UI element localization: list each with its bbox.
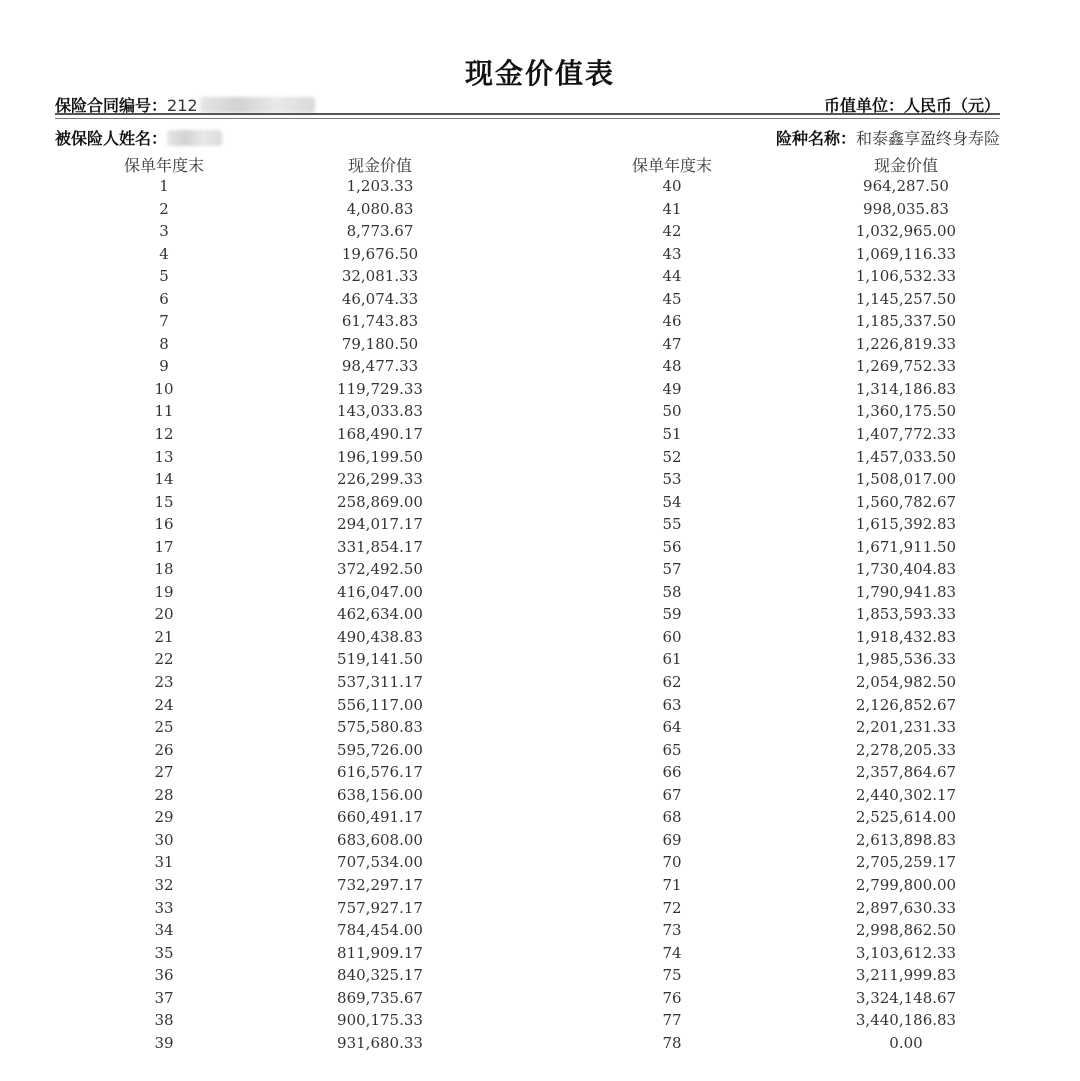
policy-year-cell: 24 bbox=[154, 695, 174, 714]
policy-year-cell: 40 bbox=[662, 177, 682, 195]
cash-value-cell: 331,854.17 bbox=[337, 537, 423, 556]
policy-year-cell: 71 bbox=[662, 875, 682, 894]
cash-value-cell: 3,324,148.67 bbox=[855, 988, 957, 1007]
policy-year-cell: 62 bbox=[662, 673, 682, 692]
policy-year-cell: 9 bbox=[159, 357, 169, 376]
policy-year-cell: 75 bbox=[662, 966, 682, 985]
policy-year-cell: 49 bbox=[662, 379, 682, 398]
policy-year-cell: 17 bbox=[154, 537, 174, 556]
policy-year-cell: 67 bbox=[662, 785, 682, 804]
cash-value-cell: 462,634.00 bbox=[337, 605, 423, 624]
redacted-blur bbox=[167, 130, 222, 146]
policy-year-cell: 5 bbox=[159, 267, 169, 286]
cash-value-cell: 660,491.17 bbox=[337, 808, 423, 827]
cash-value-cell: 2,897,630.33 bbox=[855, 898, 957, 917]
cash-value-cell: 32,081.33 bbox=[341, 267, 419, 286]
policy-year-cell: 2 bbox=[159, 199, 169, 218]
policy-year-cell: 57 bbox=[662, 560, 682, 579]
policy-year-cell: 21 bbox=[154, 627, 174, 646]
policy-year-cell: 64 bbox=[662, 718, 682, 737]
policy-year-cell: 29 bbox=[154, 808, 174, 827]
redacted-blur bbox=[200, 97, 315, 113]
policy-year-cell: 58 bbox=[662, 582, 682, 601]
policy-year-cell: 53 bbox=[662, 470, 682, 489]
cash-value-cell: 2,278,205.33 bbox=[855, 740, 957, 759]
cash-value-cell: 964,287.50 bbox=[863, 177, 949, 195]
cash-value-cell: 537,311.17 bbox=[337, 673, 423, 692]
cash-value-cell: 2,613,898.83 bbox=[855, 830, 957, 849]
policy-year-cell: 4 bbox=[159, 244, 169, 263]
policy-year-cell: 35 bbox=[154, 943, 174, 962]
product-name-label: 险种名称： bbox=[775, 129, 856, 148]
cash-value-cell: 2,054,982.50 bbox=[855, 673, 957, 692]
policy-year-cell: 48 bbox=[662, 357, 682, 376]
policy-year-cell: 59 bbox=[662, 605, 682, 624]
cash-value-cell: 1,730,404.83 bbox=[855, 560, 957, 579]
cash-value-cell: 784,454.00 bbox=[337, 921, 423, 940]
cash-value-cell: 707,534.00 bbox=[337, 853, 423, 872]
cash-value-cell: 900,175.33 bbox=[337, 1011, 423, 1030]
policy-year-cell: 56 bbox=[662, 537, 682, 556]
policy-year-cell: 23 bbox=[154, 673, 174, 692]
cash-value-cell: 1,032,965.00 bbox=[855, 222, 957, 241]
policy-year-cell: 51 bbox=[662, 425, 682, 444]
cash-value-cell: 732,297.17 bbox=[337, 875, 423, 894]
cash-value-cell: 757,927.17 bbox=[337, 898, 423, 917]
policy-year-cell: 16 bbox=[154, 515, 174, 534]
contract-row bbox=[55, 93, 1000, 119]
cash-value-cell: 98,477.33 bbox=[341, 357, 419, 376]
cash-value-cell: 1,145,257.50 bbox=[855, 289, 957, 308]
policy-year-cell: 45 bbox=[662, 289, 682, 308]
policy-year-cell: 15 bbox=[154, 492, 174, 511]
cash-value-cell: 1,106,532.33 bbox=[855, 267, 957, 286]
cash-value-cell: 1,457,033.50 bbox=[855, 447, 957, 466]
value-column-left bbox=[305, 175, 455, 1054]
cash-value-cell: 1,985,536.33 bbox=[855, 650, 957, 669]
policy-year-cell: 73 bbox=[662, 921, 682, 940]
cash-value-cell: 2,201,231.33 bbox=[855, 718, 957, 737]
policy-year-cell: 61 bbox=[662, 650, 682, 669]
header-year-left: 保单年度末 bbox=[123, 156, 204, 175]
policy-year-cell: 3 bbox=[159, 222, 169, 241]
policy-year-cell: 43 bbox=[662, 244, 682, 263]
policy-year-cell: 50 bbox=[662, 402, 682, 421]
cash-value-cell: 869,735.67 bbox=[337, 988, 423, 1007]
contract-number-value: 212 bbox=[167, 96, 198, 115]
cash-value-cell: 4,080.83 bbox=[346, 199, 414, 218]
insured-name-label: 被保险人姓名： bbox=[55, 129, 168, 148]
cash-value-cell: 8,773.67 bbox=[346, 222, 414, 241]
currency-unit: 币值单位：人民币（元） bbox=[823, 96, 1000, 115]
cash-value-cell: 168,490.17 bbox=[337, 425, 423, 444]
cash-value-cell: 616,576.17 bbox=[337, 763, 423, 782]
cash-value-cell: 490,438.83 bbox=[337, 627, 423, 646]
cash-value-cell: 19,676.50 bbox=[341, 244, 419, 263]
policy-year-cell: 54 bbox=[662, 492, 682, 511]
policy-year-cell: 72 bbox=[662, 898, 682, 917]
cash-value-cell: 1,360,175.50 bbox=[855, 402, 957, 421]
policy-year-cell: 6 bbox=[159, 289, 169, 308]
policy-year-cell: 70 bbox=[662, 853, 682, 872]
divider-thin bbox=[55, 118, 1000, 119]
policy-year-cell: 44 bbox=[662, 267, 682, 286]
cash-value-cell: 1,615,392.83 bbox=[855, 515, 957, 534]
policy-year-cell: 38 bbox=[154, 1011, 174, 1030]
divider-thick bbox=[55, 113, 1000, 115]
cash-value-cell: 2,357,864.67 bbox=[855, 763, 957, 782]
cash-value-cell: 416,047.00 bbox=[337, 582, 423, 601]
cash-value-cell: 1,226,819.33 bbox=[855, 334, 957, 353]
cash-value-cell: 683,608.00 bbox=[337, 830, 423, 849]
cash-value-cell: 1,314,186.83 bbox=[855, 379, 957, 398]
header-value-left: 现金价值 bbox=[347, 156, 412, 175]
value-column-right bbox=[826, 175, 986, 1054]
policy-year-cell: 22 bbox=[154, 650, 174, 669]
policy-year-cell: 63 bbox=[662, 695, 682, 714]
cash-value-cell: 3,440,186.83 bbox=[855, 1011, 957, 1030]
policy-year-cell: 13 bbox=[154, 447, 174, 466]
cash-value-cell: 1,185,337.50 bbox=[855, 312, 957, 331]
cash-value-cell: 2,799,800.00 bbox=[855, 875, 957, 894]
year-column-left bbox=[124, 175, 204, 1054]
policy-year-cell: 68 bbox=[662, 808, 682, 827]
policy-year-cell: 25 bbox=[154, 718, 174, 737]
cash-value-cell: 1,853,593.33 bbox=[855, 605, 957, 624]
contract-number-label: 保险合同编号： bbox=[55, 96, 168, 115]
cash-value-cell: 1,407,772.33 bbox=[855, 425, 957, 444]
policy-year-cell: 47 bbox=[662, 334, 682, 353]
cash-value-cell: 294,017.17 bbox=[337, 515, 423, 534]
cash-value-cell: 3,103,612.33 bbox=[855, 943, 957, 962]
cash-value-cell: 2,525,614.00 bbox=[855, 808, 957, 827]
cash-value-cell: 811,909.17 bbox=[337, 943, 423, 962]
policy-year-cell: 31 bbox=[154, 853, 174, 872]
cash-value-cell: 119,729.33 bbox=[337, 379, 423, 398]
policy-year-cell: 65 bbox=[662, 740, 682, 759]
policy-year-cell: 8 bbox=[159, 334, 169, 353]
policy-year-cell: 34 bbox=[154, 921, 174, 940]
cash-value-cell: 61,743.83 bbox=[341, 312, 419, 331]
cash-value-cell: 931,680.33 bbox=[337, 1033, 423, 1052]
policy-year-cell: 28 bbox=[154, 785, 174, 804]
header-year-right: 保单年度末 bbox=[631, 156, 712, 175]
policy-year-cell: 11 bbox=[154, 402, 174, 421]
policy-year-cell: 27 bbox=[154, 763, 174, 782]
policy-year-cell: 33 bbox=[154, 898, 174, 917]
policy-year-cell: 39 bbox=[154, 1033, 174, 1052]
cash-value-cell: 1,790,941.83 bbox=[855, 582, 957, 601]
cash-value-cell: 556,117.00 bbox=[337, 695, 423, 714]
policy-year-cell: 7 bbox=[159, 312, 169, 331]
insured-name bbox=[55, 126, 222, 149]
cash-value-cell: 2,998,862.50 bbox=[855, 921, 957, 940]
cash-value-cell: 3,211,999.83 bbox=[855, 966, 957, 985]
policy-year-cell: 30 bbox=[154, 830, 174, 849]
insured-row bbox=[55, 126, 1000, 152]
product-name bbox=[776, 126, 1000, 149]
policy-year-cell: 42 bbox=[662, 222, 682, 241]
cash-value-cell: 638,156.00 bbox=[337, 785, 423, 804]
cash-value-cell: 2,126,852.67 bbox=[855, 695, 957, 714]
policy-year-cell: 77 bbox=[662, 1011, 682, 1030]
policy-year-cell: 10 bbox=[154, 379, 174, 398]
cash-value-cell: 1,203.33 bbox=[346, 177, 414, 195]
policy-year-cell: 36 bbox=[154, 966, 174, 985]
policy-year-cell: 66 bbox=[662, 763, 682, 782]
cash-value-cell: 1,918,432.83 bbox=[855, 627, 957, 646]
cash-value-cell: 46,074.33 bbox=[341, 289, 419, 308]
cash-value-cell: 575,580.83 bbox=[337, 718, 423, 737]
cash-value-cell: 519,141.50 bbox=[337, 650, 423, 669]
policy-year-cell: 78 bbox=[662, 1033, 682, 1052]
policy-year-cell: 74 bbox=[662, 943, 682, 962]
policy-year-cell: 1 bbox=[159, 177, 169, 195]
policy-year-cell: 52 bbox=[662, 447, 682, 466]
cash-value-cell: 226,299.33 bbox=[337, 470, 423, 489]
policy-year-cell: 14 bbox=[154, 470, 174, 489]
header-value-right: 现金价值 bbox=[873, 156, 938, 175]
cash-value-cell: 998,035.83 bbox=[863, 199, 949, 218]
cash-value-cell: 2,705,259.17 bbox=[855, 853, 957, 872]
cash-value-cell: 1,671,911.50 bbox=[855, 537, 957, 556]
cash-value-cell: 372,492.50 bbox=[337, 560, 423, 579]
cash-value-cell: 840,325.17 bbox=[337, 966, 423, 985]
policy-year-cell: 12 bbox=[154, 425, 174, 444]
policy-year-cell: 26 bbox=[154, 740, 174, 759]
policy-year-cell: 19 bbox=[154, 582, 174, 601]
cash-value-cell: 1,508,017.00 bbox=[855, 470, 957, 489]
cash-value-cell: 1,269,752.33 bbox=[855, 357, 957, 376]
policy-year-cell: 32 bbox=[154, 875, 174, 894]
policy-year-cell: 20 bbox=[154, 605, 174, 624]
cash-value-cell: 1,560,782.67 bbox=[855, 492, 957, 511]
cash-value-cell: 595,726.00 bbox=[337, 740, 423, 759]
policy-year-cell: 37 bbox=[154, 988, 174, 1007]
policy-year-cell: 41 bbox=[662, 199, 682, 218]
policy-year-cell: 55 bbox=[662, 515, 682, 534]
policy-year-cell: 69 bbox=[662, 830, 682, 849]
cash-value-cell: 258,869.00 bbox=[337, 492, 423, 511]
cash-value-cell: 1,069,116.33 bbox=[855, 244, 957, 263]
policy-year-cell: 18 bbox=[154, 560, 174, 579]
policy-year-cell: 76 bbox=[662, 988, 682, 1007]
policy-year-cell: 46 bbox=[662, 312, 682, 331]
page-title: 现金价值表 bbox=[464, 57, 615, 90]
cash-value-cell: 79,180.50 bbox=[341, 334, 419, 353]
policy-year-cell: 60 bbox=[662, 627, 682, 646]
year-column-right bbox=[632, 175, 712, 1054]
product-name-value: 和泰鑫享盈终身寿险 bbox=[855, 129, 1000, 148]
cash-value-cell: 143,033.83 bbox=[337, 402, 423, 421]
cash-value-cell: 0.00 bbox=[889, 1033, 923, 1052]
cash-value-cell: 196,199.50 bbox=[337, 447, 423, 466]
cash-value-cell: 2,440,302.17 bbox=[855, 785, 957, 804]
